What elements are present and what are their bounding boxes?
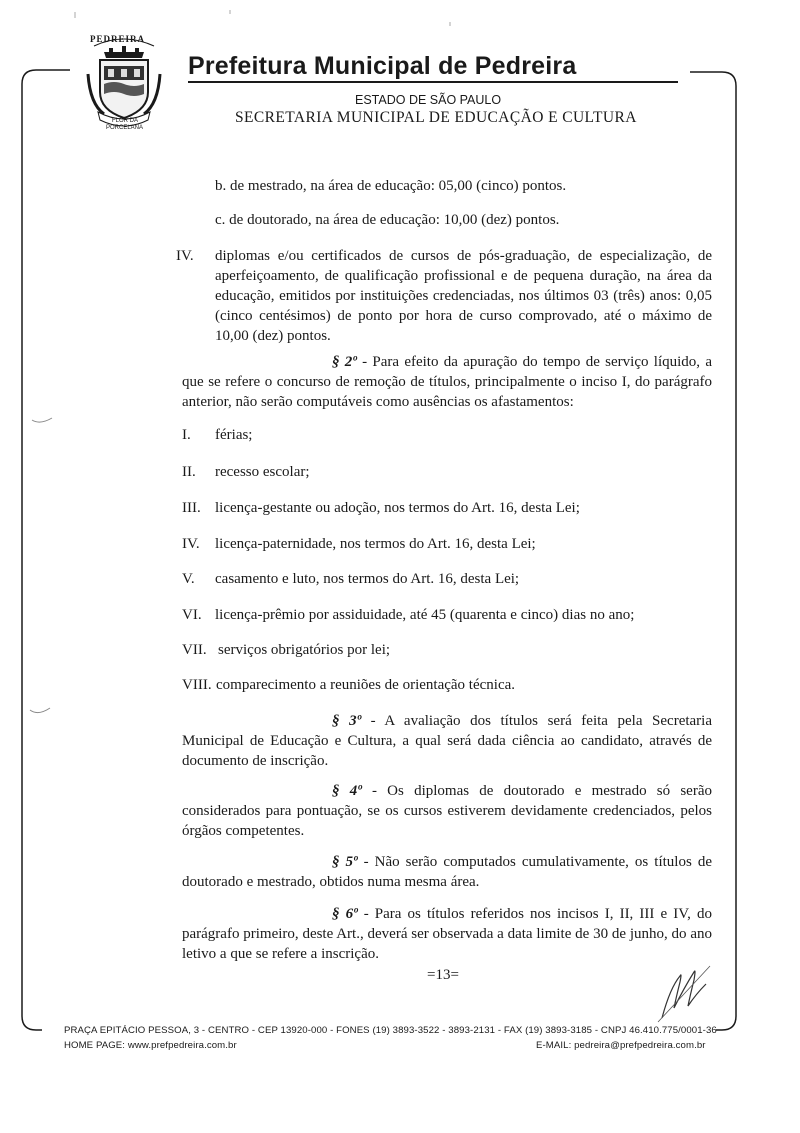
list-item-6-text: licença-prêmio por assiduidade, até 45 (quarenta e cinco) dias no ano; bbox=[215, 607, 635, 623]
inciso-iv-text: diplomas e/ou certificados de cursos de pós-graduação, de especialização, de aperfeiçoamento, de qualificação profissional e de pequena duração, na área da educação, emitidos por instituições credenciadas, nos últimos 03 (três) anos: 0,05 (cinco centésimos) de ponto por hora de curso comprovado, até o máximo de 10,00 (dez) pontos. bbox=[215, 248, 712, 344]
paragraph-3-text: - A avaliação dos títulos será feita pela Secretaria Municipal de Educação e Cultura, a qual será dada ciência ao candidato, através de documento de inscrição. bbox=[182, 713, 712, 769]
crest-label-bottom-1: FLOR DA bbox=[112, 118, 139, 124]
list-item-3-number: III. bbox=[182, 500, 201, 516]
list-item-5-number: V. bbox=[182, 571, 195, 587]
paragraph-3 bbox=[182, 711, 712, 771]
list-item-8-number: VIII. bbox=[182, 677, 212, 693]
list-item-2-text: recesso escolar; bbox=[215, 464, 310, 480]
municipal-crest bbox=[84, 34, 164, 134]
list-item-1-number: I. bbox=[182, 427, 191, 443]
initials-signature bbox=[650, 958, 720, 1028]
list-item-4-number: IV. bbox=[182, 536, 200, 552]
state-name: ESTADO DE SÃO PAULO bbox=[355, 93, 502, 107]
paragraph-4-symbol: § 4º bbox=[332, 783, 362, 799]
inciso-iv-number: IV. bbox=[176, 248, 194, 264]
paragraph-4-text: - Os diplomas de doutorado e mestrado só serão considerados para pontuação, se os cursos estiverem devidamente credenciados, pelos órgãos competentes. bbox=[182, 783, 712, 839]
list-item-7-text: serviços obrigatórios por lei; bbox=[218, 642, 391, 658]
crest-label-bottom-2: PORCELANA bbox=[106, 125, 144, 131]
item-b: b. de mestrado, na área de educação: 05,00 (cinco) pontos. bbox=[215, 178, 567, 194]
footer-email: E-MAIL: pedreira@prefpedreira.com.br bbox=[536, 1040, 706, 1051]
footer-homepage: HOME PAGE: www.prefpedreira.com.br bbox=[64, 1040, 237, 1051]
paragraph-4 bbox=[182, 781, 712, 841]
footer-address: PRAÇA EPITÁCIO PESSOA, 3 - CENTRO - CEP 13920-000 - FONES (19) 3893-3522 - 3893-2131 - FAX (19) 3893-3185 - CNPJ 46.410.775/0001-36 bbox=[64, 1025, 717, 1036]
list-item-2-number: II. bbox=[182, 464, 196, 480]
paragraph-6-symbol: § 6º bbox=[332, 906, 358, 922]
crest-label-top: PEDREIRA bbox=[90, 34, 146, 44]
page-title: Prefeitura Municipal de Pedreira bbox=[188, 52, 678, 83]
paragraph-6 bbox=[182, 904, 712, 964]
list-item-7-number: VII. bbox=[182, 642, 207, 658]
paragraph-6-text: - Para os títulos referidos nos incisos I, II, III e IV, do parágrafo primeiro, deste Art., deverá ser observada a data limite de 30 de junho, do ano letivo a que se refere a inscrição. bbox=[182, 906, 713, 962]
list-item-6-number: VI. bbox=[182, 607, 202, 623]
department-name: SECRETARIA MUNICIPAL DE EDUCAÇÃO E CULTURA bbox=[235, 109, 637, 126]
paragraph-3-symbol: § 3º bbox=[332, 713, 362, 729]
list-item-8-text: comparecimento a reuniões de orientação técnica. bbox=[216, 677, 516, 693]
paragraph-2-symbol: § 2º bbox=[332, 354, 357, 370]
paragraph-5-symbol: § 5º bbox=[332, 854, 358, 870]
paragraph-5 bbox=[182, 852, 712, 892]
list-item-4-text: licença-paternidade, nos termos do Art. 16, desta Lei; bbox=[215, 536, 536, 552]
paragraph-5-text: - Não serão computados cumulativamente, os títulos de doutorado e mestrado, obtidos numa mesma área. bbox=[182, 854, 713, 890]
list-item-3-text: licença-gestante ou adoção, nos termos do Art. 16, desta Lei; bbox=[215, 500, 580, 516]
paragraph-2-text: - Para efeito da apuração do tempo de serviço líquido, a que se refere o concurso de remoção de títulos, principalmente o inciso I, do parágrafo anterior, não serão computáveis como ausências os afastamentos: bbox=[182, 354, 713, 410]
page-number: =13= bbox=[427, 967, 459, 983]
list-item-1-text: férias; bbox=[215, 427, 253, 443]
list-item-5-text: casamento e luto, nos termos do Art. 16, desta Lei; bbox=[215, 571, 520, 587]
item-c: c. de doutorado, na área de educação: 10,00 (dez) pontos. bbox=[215, 212, 560, 228]
paragraph-2 bbox=[182, 352, 712, 412]
